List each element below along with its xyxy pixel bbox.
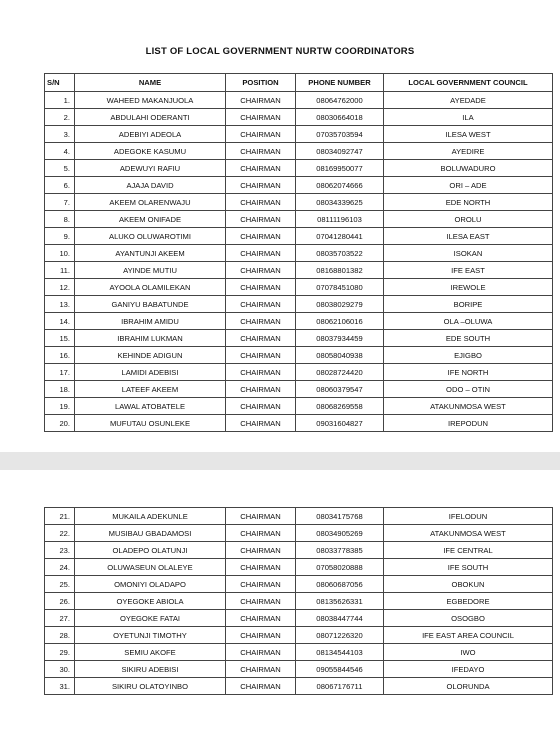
cell-council: IFE SOUTH — [384, 559, 553, 576]
cell-council: EDE NORTH — [384, 194, 553, 211]
cell-name: GANIYU BABATUNDE — [75, 296, 226, 313]
cell-position: CHAIRMAN — [226, 177, 296, 194]
cell-phone: 08034905269 — [296, 525, 384, 542]
cell-position: CHAIRMAN — [226, 313, 296, 330]
cell-position: CHAIRMAN — [226, 678, 296, 695]
cell-phone: 08038029279 — [296, 296, 384, 313]
table-row — [45, 177, 553, 194]
cell-phone: 08038447744 — [296, 610, 384, 627]
cell-sn: 21. — [45, 508, 75, 525]
table-row — [45, 415, 553, 432]
cell-council: ODO – OTIN — [384, 381, 553, 398]
table-row — [45, 508, 553, 525]
cell-name: AYANTUNJI AKEEM — [75, 245, 226, 262]
cell-name: MUSIBAU GBADAMOSI — [75, 525, 226, 542]
cell-phone: 08034092747 — [296, 143, 384, 160]
cell-name: AKEEM ONIFADE — [75, 211, 226, 228]
cell-position: CHAIRMAN — [226, 525, 296, 542]
cell-name: OYEGOKE ABIOLA — [75, 593, 226, 610]
cell-phone: 08028724420 — [296, 364, 384, 381]
table-row — [45, 330, 553, 347]
cell-position: CHAIRMAN — [226, 593, 296, 610]
cell-council: ATAKUNMOSA WEST — [384, 398, 553, 415]
cell-sn: 2. — [45, 109, 75, 126]
cell-council: BOLUWADURO — [384, 160, 553, 177]
cell-sn: 18. — [45, 381, 75, 398]
cell-name: OLADEPO OLATUNJI — [75, 542, 226, 559]
cell-position: CHAIRMAN — [226, 296, 296, 313]
cell-sn: 29. — [45, 644, 75, 661]
cell-sn: 14. — [45, 313, 75, 330]
table-row — [45, 143, 553, 160]
cell-phone: 08169950077 — [296, 160, 384, 177]
cell-position: CHAIRMAN — [226, 228, 296, 245]
cell-council: ORI – ADE — [384, 177, 553, 194]
table-row — [45, 678, 553, 695]
document-title: LIST OF LOCAL GOVERNMENT NURTW COORDINATORS — [145, 46, 415, 57]
cell-position: CHAIRMAN — [226, 627, 296, 644]
table-row — [45, 525, 553, 542]
cell-position: CHAIRMAN — [226, 415, 296, 432]
table-row — [45, 610, 553, 627]
cell-name: OLUWASEUN OLALEYE — [75, 559, 226, 576]
cell-sn: 4. — [45, 143, 75, 160]
cell-sn: 8. — [45, 211, 75, 228]
cell-council: OSOGBO — [384, 610, 553, 627]
table-row — [45, 661, 553, 678]
page-separator — [0, 452, 560, 470]
cell-name: KEHINDE ADIGUN — [75, 347, 226, 364]
table-row — [45, 262, 553, 279]
cell-position: CHAIRMAN — [226, 364, 296, 381]
cell-council: EDE SOUTH — [384, 330, 553, 347]
cell-name: AYINDE MUTIU — [75, 262, 226, 279]
cell-position: CHAIRMAN — [226, 381, 296, 398]
cell-council: ILA — [384, 109, 553, 126]
cell-council: IFE EAST AREA COUNCIL — [384, 627, 553, 644]
cell-name: OYETUNJI TIMOTHY — [75, 627, 226, 644]
cell-council: IFEDAYO — [384, 661, 553, 678]
table-row — [45, 194, 553, 211]
cell-sn: 23. — [45, 542, 75, 559]
cell-position: CHAIRMAN — [226, 160, 296, 177]
cell-phone: 08034339625 — [296, 194, 384, 211]
table-row — [45, 576, 553, 593]
cell-name: WAHEED MAKANJUOLA — [75, 92, 226, 109]
cell-council: ATAKUNMOSA WEST — [384, 525, 553, 542]
cell-phone: 08064762000 — [296, 92, 384, 109]
cell-phone: 08037934459 — [296, 330, 384, 347]
table-row — [45, 627, 553, 644]
cell-name: SIKIRU OLATOYINBO — [75, 678, 226, 695]
cell-name: IBRAHIM AMIDU — [75, 313, 226, 330]
cell-position: CHAIRMAN — [226, 661, 296, 678]
cell-name: LAMIDI ADEBISI — [75, 364, 226, 381]
cell-name: ADEGOKE KASUMU — [75, 143, 226, 160]
cell-name: LAWAL ATOBATELE — [75, 398, 226, 415]
cell-position: CHAIRMAN — [226, 211, 296, 228]
cell-council: IFELODUN — [384, 508, 553, 525]
cell-council: IREWOLE — [384, 279, 553, 296]
cell-sn: 24. — [45, 559, 75, 576]
cell-name: SIKIRU ADEBISI — [75, 661, 226, 678]
cell-name: ABDULAHI ODERANTI — [75, 109, 226, 126]
table-row — [45, 347, 553, 364]
cell-sn: 12. — [45, 279, 75, 296]
cell-position: CHAIRMAN — [226, 644, 296, 661]
cell-phone: 08033778385 — [296, 542, 384, 559]
header-position: POSITION — [226, 74, 296, 92]
cell-council: EJIGBO — [384, 347, 553, 364]
cell-position: CHAIRMAN — [226, 109, 296, 126]
cell-sn: 26. — [45, 593, 75, 610]
cell-sn: 3. — [45, 126, 75, 143]
cell-name: AYOOLA OLAMILEKAN — [75, 279, 226, 296]
cell-sn: 30. — [45, 661, 75, 678]
cell-name: SEMIU AKOFE — [75, 644, 226, 661]
coordinators-table-page-2 — [44, 507, 553, 695]
header-name: NAME — [75, 74, 226, 92]
cell-sn: 28. — [45, 627, 75, 644]
cell-sn: 11. — [45, 262, 75, 279]
table-body-page-1 — [45, 92, 553, 432]
cell-phone: 08030664018 — [296, 109, 384, 126]
cell-position: CHAIRMAN — [226, 347, 296, 364]
table-row — [45, 381, 553, 398]
cell-phone: 08068269558 — [296, 398, 384, 415]
cell-position: CHAIRMAN — [226, 610, 296, 627]
table-row — [45, 126, 553, 143]
header-phone: PHONE NUMBER — [296, 74, 384, 92]
cell-phone: 07078451080 — [296, 279, 384, 296]
cell-council: IFE EAST — [384, 262, 553, 279]
cell-position: CHAIRMAN — [226, 126, 296, 143]
cell-sn: 19. — [45, 398, 75, 415]
cell-phone: 07041280441 — [296, 228, 384, 245]
cell-council: EGBEDORE — [384, 593, 553, 610]
cell-position: CHAIRMAN — [226, 398, 296, 415]
cell-sn: 16. — [45, 347, 75, 364]
coordinators-table-page-1 — [44, 73, 553, 432]
cell-council: ISOKAN — [384, 245, 553, 262]
table-row — [45, 245, 553, 262]
cell-name: ADEBIYI ADEOLA — [75, 126, 226, 143]
table-row — [45, 593, 553, 610]
cell-position: CHAIRMAN — [226, 279, 296, 296]
cell-phone: 07058020888 — [296, 559, 384, 576]
cell-phone: 08062074666 — [296, 177, 384, 194]
cell-council: ILESA EAST — [384, 228, 553, 245]
cell-name: ALUKO OLUWAROTIMI — [75, 228, 226, 245]
cell-phone: 08035703522 — [296, 245, 384, 262]
cell-position: CHAIRMAN — [226, 262, 296, 279]
cell-council: ILESA WEST — [384, 126, 553, 143]
cell-council: OROLU — [384, 211, 553, 228]
table-row — [45, 211, 553, 228]
cell-name: LATEEF AKEEM — [75, 381, 226, 398]
cell-phone: 09055844546 — [296, 661, 384, 678]
cell-sn: 10. — [45, 245, 75, 262]
cell-council: IREPODUN — [384, 415, 553, 432]
header-sn: S/N — [45, 74, 75, 92]
cell-phone: 08135626331 — [296, 593, 384, 610]
cell-sn: 31. — [45, 678, 75, 695]
cell-council: AYEDADE — [384, 92, 553, 109]
cell-sn: 1. — [45, 92, 75, 109]
table-row — [45, 364, 553, 381]
cell-sn: 25. — [45, 576, 75, 593]
cell-position: CHAIRMAN — [226, 576, 296, 593]
cell-sn: 22. — [45, 525, 75, 542]
cell-sn: 13. — [45, 296, 75, 313]
cell-phone: 08034175768 — [296, 508, 384, 525]
cell-sn: 6. — [45, 177, 75, 194]
cell-council: OLORUNDA — [384, 678, 553, 695]
cell-sn: 7. — [45, 194, 75, 211]
cell-name: OMONIYI OLADAPO — [75, 576, 226, 593]
cell-sn: 9. — [45, 228, 75, 245]
cell-council: OLA –OLUWA — [384, 313, 553, 330]
header-council: LOCAL GOVERNMENT COUNCIL — [384, 74, 553, 92]
cell-phone: 08060687056 — [296, 576, 384, 593]
cell-name: MUFUTAU OSUNLEKE — [75, 415, 226, 432]
table-row — [45, 92, 553, 109]
table-row — [45, 398, 553, 415]
cell-phone: 08062106016 — [296, 313, 384, 330]
cell-phone: 08168801382 — [296, 262, 384, 279]
cell-position: CHAIRMAN — [226, 559, 296, 576]
cell-sn: 15. — [45, 330, 75, 347]
cell-phone: 08058040938 — [296, 347, 384, 364]
cell-position: CHAIRMAN — [226, 194, 296, 211]
table-row — [45, 279, 553, 296]
table-row — [45, 644, 553, 661]
cell-council: IFE NORTH — [384, 364, 553, 381]
table-row — [45, 160, 553, 177]
table-row — [45, 228, 553, 245]
table-row — [45, 559, 553, 576]
cell-name: ADEWUYI RAFIU — [75, 160, 226, 177]
cell-name: AJAJA DAVID — [75, 177, 226, 194]
cell-position: CHAIRMAN — [226, 143, 296, 160]
cell-council: BORIPE — [384, 296, 553, 313]
cell-phone: 08134544103 — [296, 644, 384, 661]
cell-name: IBRAHIM LUKMAN — [75, 330, 226, 347]
cell-sn: 27. — [45, 610, 75, 627]
cell-council: IFE CENTRAL — [384, 542, 553, 559]
cell-phone: 08060379547 — [296, 381, 384, 398]
table-row — [45, 109, 553, 126]
cell-name: AKEEM OLARENWAJU — [75, 194, 226, 211]
cell-position: CHAIRMAN — [226, 92, 296, 109]
cell-council: IWO — [384, 644, 553, 661]
cell-name: MUKAILA ADEKUNLE — [75, 508, 226, 525]
table-row — [45, 296, 553, 313]
cell-position: CHAIRMAN — [226, 542, 296, 559]
table-row — [45, 542, 553, 559]
table-body-page-2 — [45, 508, 553, 695]
cell-sn: 17. — [45, 364, 75, 381]
cell-position: CHAIRMAN — [226, 330, 296, 347]
cell-council: OBOKUN — [384, 576, 553, 593]
cell-phone: 08071226320 — [296, 627, 384, 644]
cell-council: AYEDIRE — [384, 143, 553, 160]
cell-phone: 08111196103 — [296, 211, 384, 228]
cell-name: OYEGOKE FATAI — [75, 610, 226, 627]
cell-sn: 20. — [45, 415, 75, 432]
cell-position: CHAIRMAN — [226, 508, 296, 525]
cell-phone: 08067176711 — [296, 678, 384, 695]
cell-phone: 07035703594 — [296, 126, 384, 143]
cell-phone: 09031604827 — [296, 415, 384, 432]
cell-sn: 5. — [45, 160, 75, 177]
cell-position: CHAIRMAN — [226, 245, 296, 262]
table-header-row — [45, 74, 553, 92]
table-row — [45, 313, 553, 330]
